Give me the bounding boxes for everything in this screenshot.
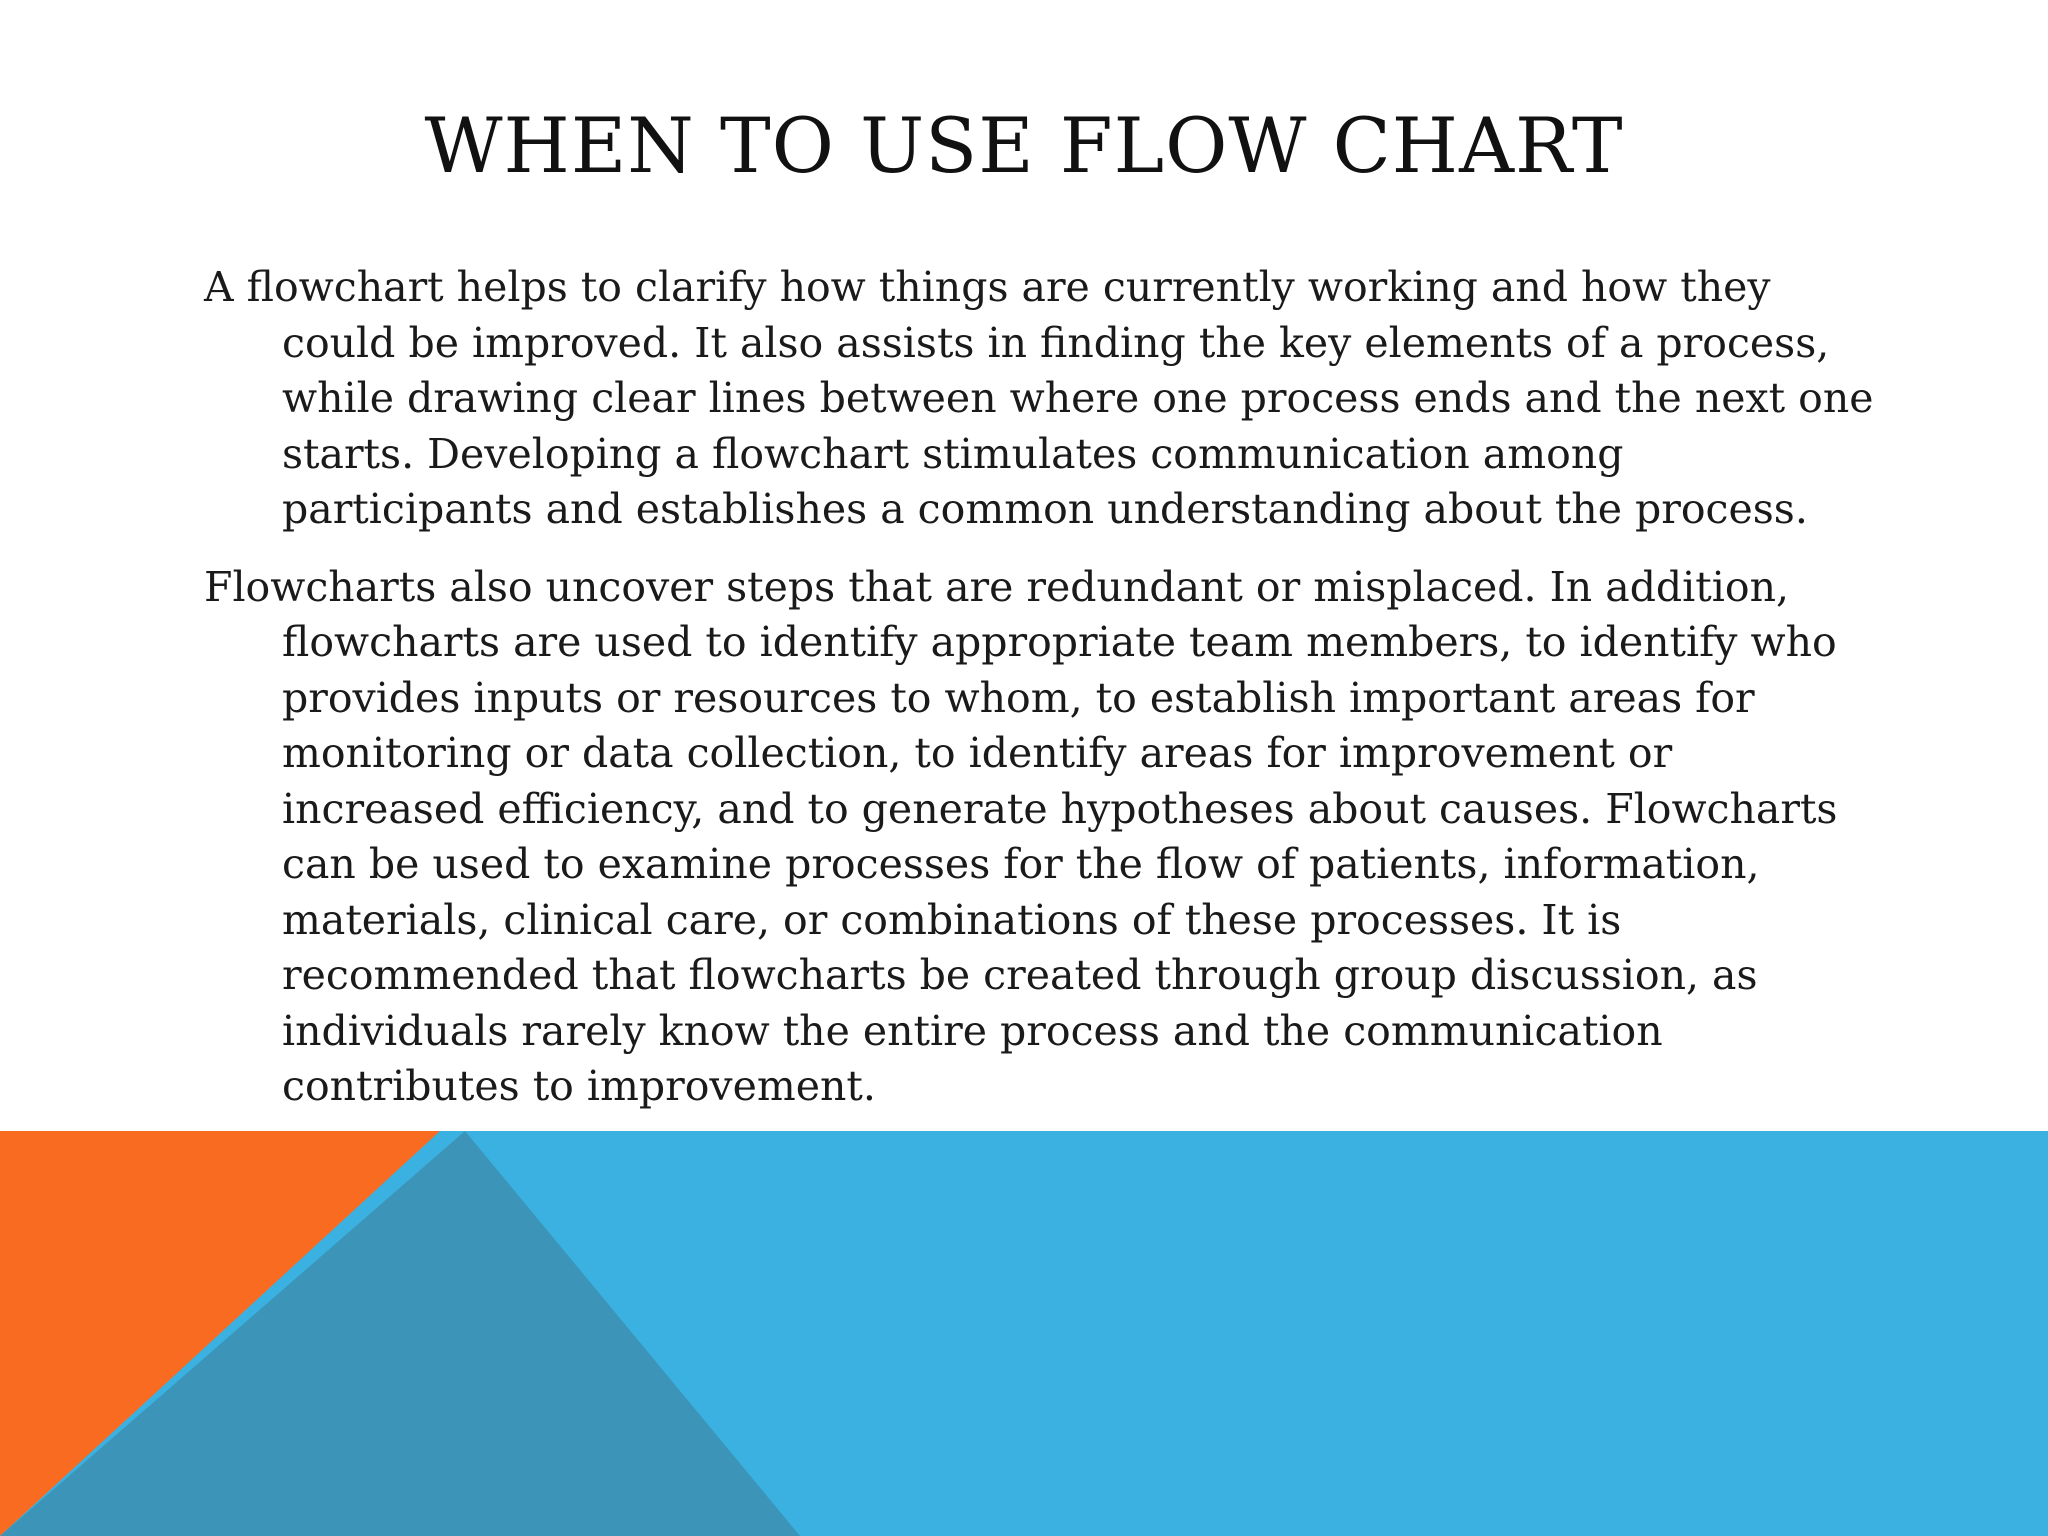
body-paragraph-2: Flowcharts also uncover steps that are redundant or misplaced. In addition, flowcharts are used to identify appropriate team members, to identify who provides inputs or resources to whom, to establish important areas for monitoring or data collection, to identify areas for improvement or increased efficiency, and to generate hypotheses about causes. Flowcharts can be used to examine processes for the flow of patients, information, materials, clinical care, or combinations of these processes. It is recommended that flowcharts be created through group discussion, as individuals rarely know the entire process and the communication contributes to improvement. — [204, 562, 1838, 1110]
body-paragraph-1: A flowchart helps to clarify how things are currently working and how they could be improved. It also assists in finding the key elements of a process, while drawing clear lines between where one process ends and the next one starts. Developing a flowchart stimulates communication among participants and establishes a common understanding about the process. — [204, 263, 1874, 533]
slide-body — [204, 260, 1884, 1137]
slide-title: WHEN TO USE FLOW CHART — [424, 101, 1624, 190]
